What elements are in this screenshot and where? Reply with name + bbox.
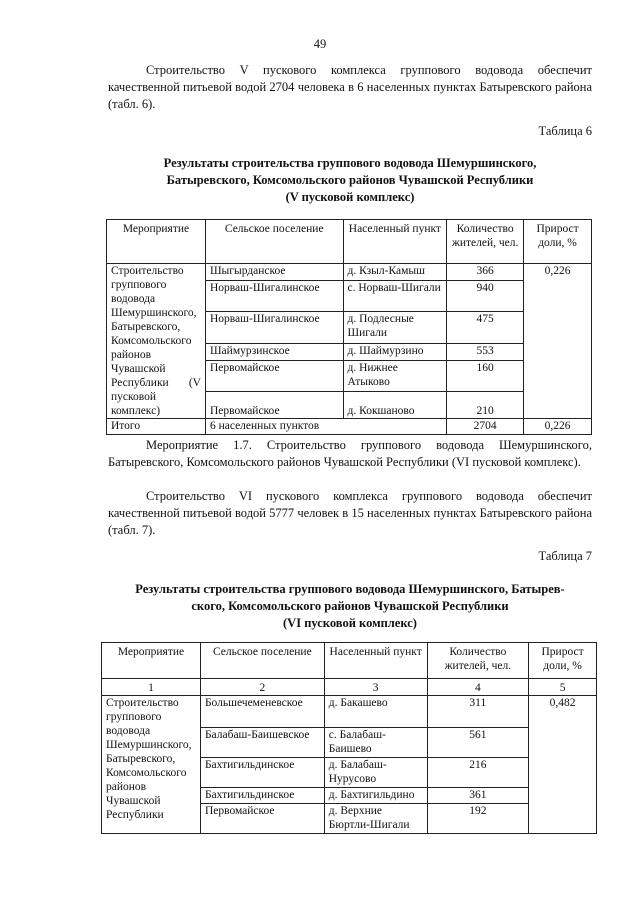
table7-header-row <box>102 643 597 679</box>
residents-cell: 311 <box>427 696 529 728</box>
table6 <box>106 219 592 435</box>
col-number: 1 <box>102 679 201 696</box>
total-increase: 0,226 <box>524 419 592 435</box>
settlement-cell: Балабаш-Баишевское <box>200 728 324 758</box>
locality-cell: д. Бакашево <box>324 696 427 728</box>
residents-cell: 553 <box>447 344 524 361</box>
total-label: Итого <box>107 419 206 435</box>
residents-cell: 210 <box>447 391 524 418</box>
table7-number-row <box>102 679 597 696</box>
locality-cell: с. Балабаш-Баишево <box>324 728 427 758</box>
table7-header-settlement: Сельское поселение <box>200 643 324 679</box>
locality-cell: д. Подлесные Шигали <box>343 312 447 344</box>
residents-cell: 366 <box>447 264 524 281</box>
table7 <box>101 642 597 834</box>
locality-cell: д. Кзыл-Камыш <box>343 264 447 281</box>
table-row <box>107 264 592 281</box>
table7-title: Результаты строительства группового водовода Шемуршинского, Батырев- ского, Комсомольского районов Чувашской Республики (VI пусковой комплекс) <box>135 582 565 630</box>
residents-cell: 940 <box>447 280 524 312</box>
residents-cell: 561 <box>427 728 529 758</box>
table6-title: Результаты строительства группового водовода Шемуршинского, Батыревского, Комсомольского районов Чувашской Республики (V пусковой комплекс) <box>163 156 537 204</box>
measure-paragraph: Мероприятие 1.7. Строительство группового водовода Шемуршинского, Батыревского, Комсомольского районов Чувашской Республики (VI пусковой комплекс). <box>108 438 592 469</box>
residents-cell: 361 <box>427 788 529 804</box>
intro-paragraph: Строительство V пускового комплекса группового водовода обеспечит качественной питьевой водой 2704 человека в 6 населенных пунктах Батыревского района (табл. 6). <box>108 63 592 111</box>
residents-cell: 160 <box>447 360 524 391</box>
vi-paragraph: Строительство VI пускового комплекса группового водовода обеспечит качественной питьевой водой 5777 человек в 15 населенных пунктах Батыревского района (табл. 7). <box>108 489 592 537</box>
table-row <box>102 696 597 728</box>
col-number: 4 <box>427 679 529 696</box>
settlement-cell: Бахтигильдинское <box>200 758 324 788</box>
col-number: 5 <box>529 679 597 696</box>
table7-header-residents: Количество жителей, чел. <box>427 643 529 679</box>
table7-header-activity: Мероприятие <box>102 643 201 679</box>
table7-increase-cell: 0,482 <box>529 696 597 834</box>
settlement-cell: Бахтигильдинское <box>200 788 324 804</box>
locality-cell: д. Верхние Бюртли-Шигали <box>324 804 427 834</box>
table7-activity-cell: Строительство группового водовода Шемуршинского, Батыревского, Комсомольского районов Чувашской Республики <box>102 696 201 834</box>
settlement-cell: Первомайское <box>200 804 324 834</box>
locality-cell: с. Норваш-Шигали <box>343 280 447 312</box>
page-number: 49 <box>313 37 327 51</box>
table7-header-increase: Прирост доли, % <box>529 643 597 679</box>
table6-header-residents: Количество жителей, чел. <box>447 220 524 264</box>
settlement-cell: Первомайское <box>205 360 343 391</box>
locality-cell: д. Нижнее Атыково <box>343 360 447 391</box>
table6-header-settlement: Сельское поселение <box>205 220 343 264</box>
locality-cell: д. Шаймурзино <box>343 344 447 361</box>
table6-label: Таблица 6 <box>538 124 592 138</box>
settlement-cell: Шыгырданское <box>205 264 343 281</box>
total-residents: 2704 <box>447 419 524 435</box>
table6-total-row <box>107 419 592 435</box>
col-number: 3 <box>324 679 427 696</box>
settlement-cell: Шаймурзинское <box>205 344 343 361</box>
residents-cell: 192 <box>427 804 529 834</box>
table6-header-activity: Мероприятие <box>107 220 206 264</box>
residents-cell: 475 <box>447 312 524 344</box>
locality-cell: д. Бахтигильдино <box>324 788 427 804</box>
locality-cell: д. Балабаш-Нурусово <box>324 758 427 788</box>
table6-header-locality: Населенный пункт <box>343 220 447 264</box>
residents-cell: 216 <box>427 758 529 788</box>
table6-header-increase: Прирост доли, % <box>524 220 592 264</box>
settlement-cell: Большечеменевское <box>200 696 324 728</box>
table7-header-locality: Населенный пункт <box>324 643 427 679</box>
table6-header-row <box>107 220 592 264</box>
table6-increase-cell: 0,226 <box>524 264 592 419</box>
table6-activity-cell: Строительство группового водовода Шемуршинского, Батыревского, Комсомольского районов Чувашской Республики (V пусковой комплекс) <box>107 264 206 419</box>
locality-cell: д. Кокшаново <box>343 391 447 418</box>
settlement-cell: Норваш-Шигалинское <box>205 280 343 312</box>
total-settlements: 6 населенных пунктов <box>205 419 446 435</box>
settlement-cell: Норваш-Шигалинское <box>205 312 343 344</box>
col-number: 2 <box>200 679 324 696</box>
table7-label: Таблица 7 <box>538 549 592 563</box>
settlement-cell: Первомайское <box>205 391 343 418</box>
